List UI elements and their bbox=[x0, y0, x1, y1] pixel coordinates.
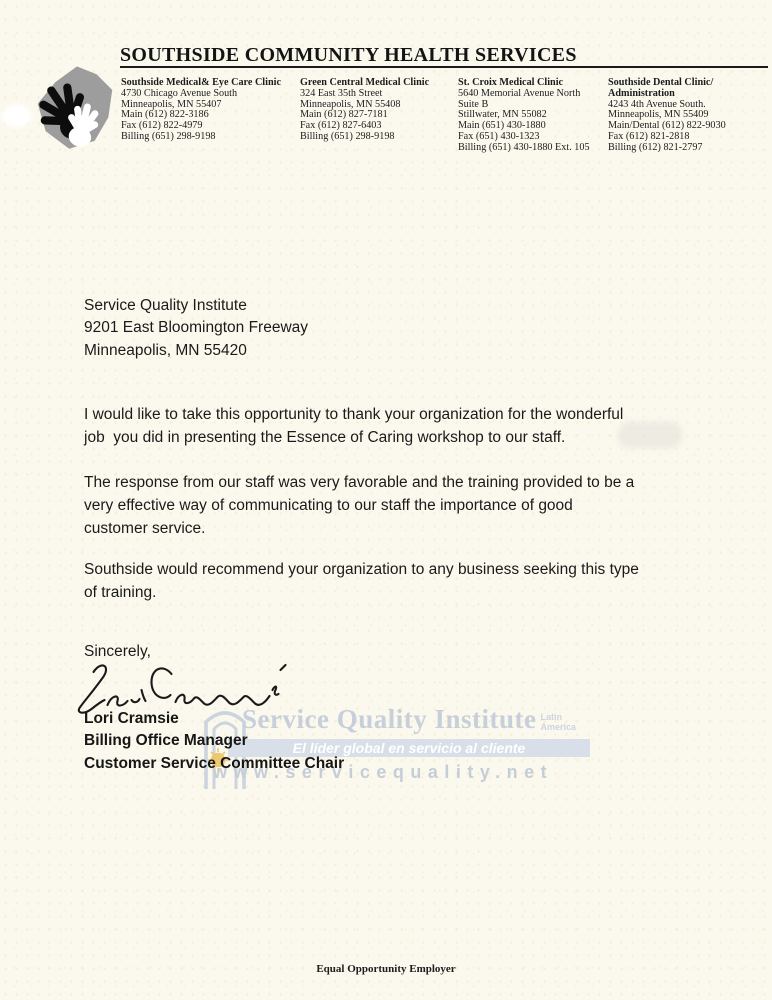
clinic-line: Fax (612) 827-6403 bbox=[300, 120, 382, 132]
clinic-line: Main (612) 827-7181 bbox=[300, 109, 388, 121]
recipient-line: Service Quality Institute bbox=[84, 297, 247, 314]
body-paragraph-2: The response from our staff was very favorable and the training provided to be a very effective way of communicating to our staff the importance of good customer service. bbox=[84, 474, 635, 537]
organization-title: SOUTHSIDE COMMUNITY HEALTH SERVICES bbox=[120, 44, 577, 66]
clinic-line: Billing (651) 298-9198 bbox=[300, 130, 395, 142]
scan-artifact-smudge bbox=[618, 422, 682, 448]
salutation: Sincerely, bbox=[84, 643, 151, 660]
title-rule bbox=[120, 66, 768, 68]
clinic-line: Suite B bbox=[458, 98, 489, 110]
sender-title-1: Billing Office Manager bbox=[84, 732, 248, 750]
clinic-line: Minneapolis, MN 55407 bbox=[121, 98, 222, 110]
clinic-line: Billing (612) 821-2797 bbox=[608, 141, 703, 153]
scan-artifact-spot bbox=[2, 105, 32, 127]
clinic-name: St. Croix Medical Clinic bbox=[458, 77, 564, 88]
clinic-line: Billing (651) 298-9198 bbox=[121, 130, 216, 142]
clinic-line: Minneapolis, MN 55408 bbox=[300, 98, 401, 110]
clinic-column-southside-medical bbox=[121, 78, 281, 143]
recipient-line: 9201 East Bloomington Freeway bbox=[84, 319, 309, 337]
clinic-name: Southside Dental Clinic/ bbox=[608, 77, 714, 88]
clinic-line: Fax (651) 430-1323 bbox=[458, 130, 540, 142]
watermark-region-text: Latin America bbox=[540, 712, 577, 732]
watermark-website: www.servicequality.net bbox=[213, 762, 554, 782]
clinic-line: Main (651) 430-1880 bbox=[458, 120, 546, 132]
clinic-line: 4730 Chicago Avenue South bbox=[121, 87, 238, 99]
sender-title-2: Customer Service Committee Chair bbox=[84, 754, 345, 772]
sender-block bbox=[84, 708, 344, 775]
sender-name: Lori Cramsie bbox=[84, 710, 179, 727]
clinic-line: 5640 Memorial Avenue North bbox=[458, 87, 581, 99]
clinic-column-st-croix bbox=[458, 78, 590, 154]
clinic-line: Billing (651) 430-1880 Ext. 105 bbox=[458, 141, 590, 153]
watermark-tagline: El líder global en servicio al cliente bbox=[292, 740, 526, 756]
clinic-name-line2: Administration bbox=[608, 87, 675, 99]
clinic-line: Fax (612) 822-4979 bbox=[121, 120, 203, 132]
body-paragraph-3: Southside would recommend your organization to any business seeking this type of training. bbox=[84, 561, 639, 601]
clinic-line: Stillwater, MN 55082 bbox=[458, 109, 547, 121]
footer-text: Equal Opportunity Employer bbox=[316, 963, 456, 975]
clinic-line: Main (612) 822-3186 bbox=[121, 109, 209, 121]
clinic-line: Minneapolis, MN 55409 bbox=[608, 109, 709, 121]
clinic-line: 4243 4th Avenue South. bbox=[608, 98, 706, 110]
clinic-name: Green Central Medical Clinic bbox=[300, 77, 430, 88]
hands-logo bbox=[26, 60, 124, 169]
clinic-column-green-central bbox=[300, 78, 429, 143]
body-paragraph-1: I would like to take this opportunity to thank your organization for the wonderful job you did in presenting the Essence of Caring workshop to our staff. bbox=[84, 406, 624, 446]
clinic-name: Southside Medical& Eye Care Clinic bbox=[121, 77, 281, 88]
clinic-column-southside-dental bbox=[608, 78, 726, 154]
clinic-line: Main/Dental (612) 822-9030 bbox=[608, 120, 726, 132]
clinic-line: Fax (612) 821-2818 bbox=[608, 130, 690, 142]
recipient-address-block bbox=[84, 295, 308, 362]
watermark-brand-text: Service Quality Institute bbox=[242, 704, 537, 734]
clinic-line: 324 East 35th Street bbox=[300, 87, 383, 99]
recipient-line: Minneapolis, MN 55420 bbox=[84, 341, 247, 359]
